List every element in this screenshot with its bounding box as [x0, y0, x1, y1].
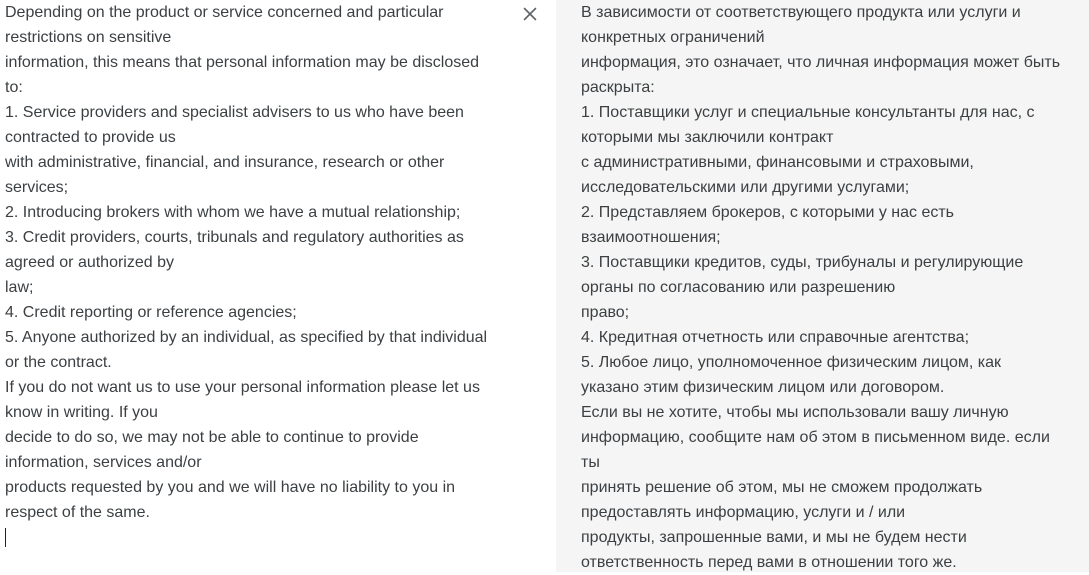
- translation-text-line: информация, это означает, что личная информация может быть: [581, 54, 1061, 71]
- translation-text-line: информацию, сообщите нам об этом в письменном виде. если: [581, 429, 1050, 446]
- source-text-line: 3. Credit providers, courts, tribunals and regulatory authorities as: [5, 229, 464, 246]
- translation-text-line: Если вы не хотите, чтобы мы использовали вашу личную: [581, 404, 1009, 421]
- translation-text-line: продукты, запрошенные вами, и мы не будем нести: [581, 529, 967, 546]
- source-text-line: services;: [5, 179, 69, 196]
- source-text-line: agreed or authorized by: [5, 254, 174, 271]
- text-caret: [5, 528, 6, 547]
- translation-text-line: конкретных ограничений: [581, 29, 765, 46]
- source-text-line: respect of the same.: [5, 504, 150, 521]
- source-text-line: with administrative, financial, and insurance, research or other: [5, 154, 445, 171]
- source-text-line: Depending on the product or service concerned and particular: [5, 4, 444, 21]
- source-text-line: law;: [5, 279, 34, 296]
- source-text-line: contracted to provide us: [5, 129, 176, 146]
- source-text-line: If you do not want us to use your personal information please let us: [5, 379, 480, 396]
- translation-text-line: предоставлять информацию, услуги и / или: [581, 504, 906, 521]
- translation-output: [581, 0, 1086, 575]
- translation-text-line: ты: [581, 454, 600, 471]
- source-text-line: know in writing. If you: [5, 404, 158, 421]
- translation-text-line: право;: [581, 304, 630, 321]
- translation-text-line: 5. Любое лицо, уполномоченное физическим лицом, как: [581, 354, 1002, 371]
- translation-text-line: 4. Кредитная отчетность или справочные агентства;: [581, 329, 970, 346]
- source-text-line: 2. Introducing brokers with whom we have a mutual relationship;: [5, 204, 461, 221]
- source-text-line: or the contract.: [5, 354, 112, 371]
- source-text-line: products requested by you and we will have no liability to you in: [5, 479, 456, 496]
- source-text-line: 4. Credit reporting or reference agencies;: [5, 304, 297, 321]
- close-icon: [523, 7, 537, 21]
- translation-text-line: 1. Поставщики услуг и специальные консультанты для нас, с: [581, 104, 1035, 121]
- source-text-line: information, this means that personal information may be disclosed: [5, 54, 480, 71]
- translation-text-line: ответственность перед вами в отношении того же.: [581, 554, 957, 571]
- translation-text-line: В зависимости от соответствующего продукта или услуги и: [581, 4, 1021, 21]
- source-text-line: to:: [5, 79, 23, 96]
- translation-text-line: которыми мы заключили контракт: [581, 129, 834, 146]
- translation-text-line: органы по согласованию или разрешению: [581, 279, 896, 296]
- translation-text-line: 2. Представляем брокеров, с которыми у нас есть: [581, 204, 955, 221]
- source-text-line: restrictions on sensitive: [5, 29, 172, 46]
- translation-text-line: с административными, финансовыми и страховыми,: [581, 154, 974, 171]
- clear-source-button[interactable]: [516, 2, 544, 26]
- translation-text-line: взаимоотношения;: [581, 229, 721, 246]
- translation-pane: [556, 0, 1089, 572]
- source-text-line: decide to do so, we may not be able to continue to provide: [5, 429, 419, 446]
- source-text-line: 5. Anyone authorized by an individual, as specified by that individual: [5, 329, 488, 346]
- translation-text-line: 3. Поставщики кредитов, суды, трибуналы и регулирующие: [581, 254, 1024, 271]
- source-text-line: 1. Service providers and specialist advisers to us who have been: [5, 104, 464, 121]
- translation-text-line: раскрыта:: [581, 79, 655, 96]
- translation-text-line: исследовательскими или другими услугами;: [581, 179, 910, 196]
- translation-text-line: указано этим физическим лицом или договором.: [581, 379, 945, 396]
- source-text-line: information, services and/or: [5, 454, 202, 471]
- source-text-input[interactable]: [5, 0, 505, 525]
- translation-text-line: принять решение об этом, мы не сможем продолжать: [581, 479, 983, 496]
